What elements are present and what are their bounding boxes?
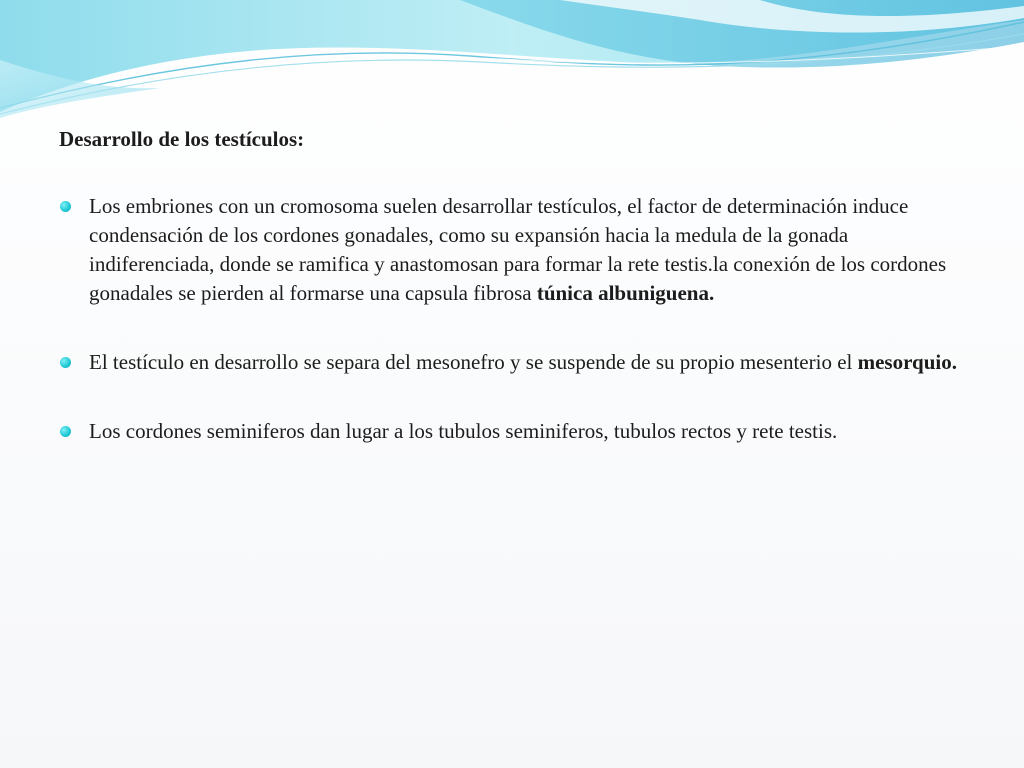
bullet-dot-icon	[60, 357, 71, 368]
bullet-text: Los embriones con un cromosoma suelen desarrollar testículos, el factor de determinación induce condensación de los cordones gonadales, como su expansión hacia la medula de la gonada indiferenciada, donde se ramifica y anastomosan para formar la rete testis.la conexión de los cordones gonadales se pierden al formarse una capsula fibrosa	[89, 194, 947, 305]
bullet-text: El testículo en desarrollo se separa del mesonefro y se suspende de su propio mesenterio el	[89, 350, 858, 374]
header-wave-decoration	[0, 0, 1024, 130]
slide-content	[59, 124, 959, 486]
bullet-item-2	[59, 348, 959, 377]
bullet-item-1	[59, 192, 959, 308]
bullet-item-3	[59, 417, 959, 446]
bullet-text: Los cordones seminiferos dan lugar a los tubulos seminiferos, tubulos rectos y rete testis.	[89, 419, 838, 443]
bullet-list	[59, 192, 959, 446]
bullet-bold-term: mesorquio.	[857, 350, 957, 374]
bullet-dot-icon	[60, 201, 71, 212]
slide-title: Desarrollo de los testículos:	[59, 127, 305, 151]
bullet-dot-icon	[60, 426, 71, 437]
bullet-bold-term: túnica albuniguena.	[536, 281, 715, 305]
